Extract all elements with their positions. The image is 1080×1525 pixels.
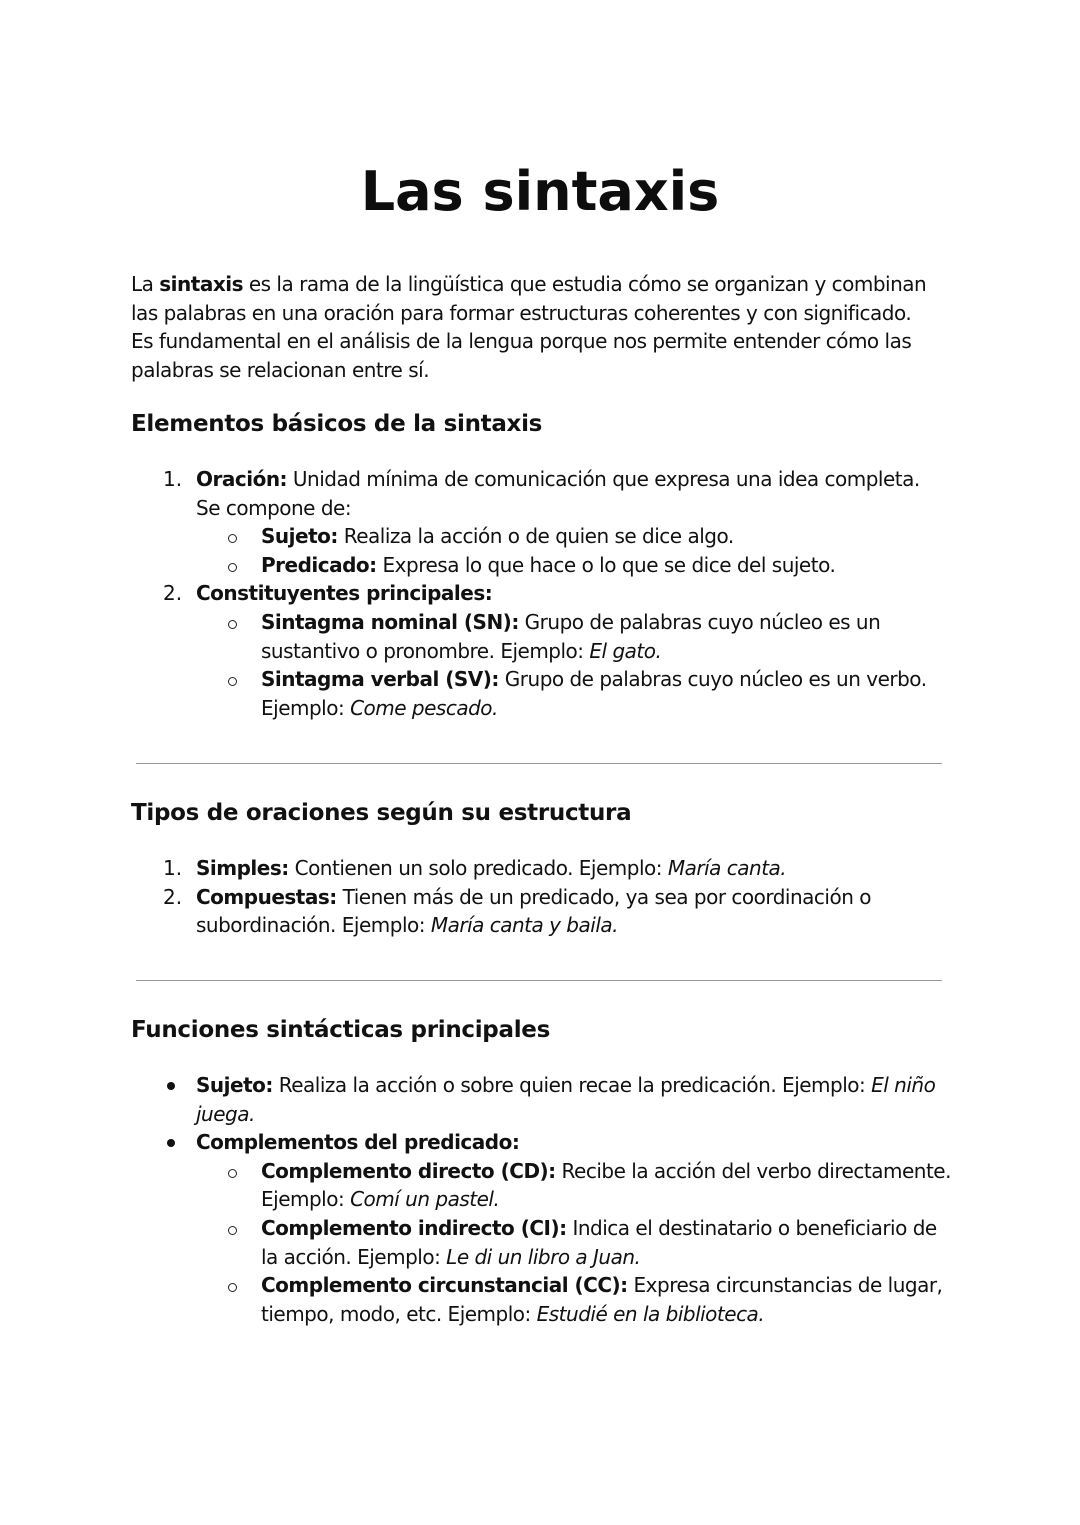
- circle-bullet-icon: [228, 1169, 237, 1178]
- term-label: Sujeto:: [196, 1073, 273, 1097]
- intro-lead: La: [131, 272, 160, 296]
- list-item-oracion: [196, 465, 920, 494]
- term-label: Complemento circunstancial (CC):: [261, 1273, 628, 1298]
- circle-bullet-icon: [228, 620, 237, 629]
- list-item-predicado: [261, 551, 835, 580]
- list-item-cd: [261, 1157, 951, 1186]
- term-text: Indica el destinatario o beneficiario de: [566, 1216, 937, 1240]
- term-text: Realiza la acción o de quien se dice algo.: [337, 524, 734, 549]
- example-text: El gato.: [589, 638, 662, 663]
- term-text: Grupo de palabras cuyo núcleo es un: [518, 610, 881, 634]
- term-label: Sintagma verbal (SV):: [261, 667, 499, 692]
- term-text: subordinación. Ejemplo:: [196, 913, 431, 938]
- list-item-cd-cont: [261, 1185, 499, 1214]
- term-text: Realiza la acción o sobre quien recae la predicación. Ejemplo:: [272, 1073, 872, 1097]
- term-text: la acción. Ejemplo:: [261, 1244, 447, 1269]
- intro-line-2: las palabras en una oración para formar estructuras coherentes y con significado.: [131, 300, 912, 325]
- list-item-cc-cont: [261, 1300, 764, 1329]
- term-label: Sujeto:: [261, 524, 338, 549]
- term-text: sustantivo o pronombre. Ejemplo:: [261, 638, 590, 663]
- circle-bullet-icon: [228, 534, 237, 543]
- intro-term: sintaxis: [159, 272, 243, 296]
- example-text: Estudié en la biblioteca.: [536, 1301, 765, 1326]
- list-item-oracion-cont: Se compone de:: [196, 495, 352, 520]
- example-text: juega.: [196, 1101, 255, 1126]
- term-label: Complementos del predicado:: [196, 1130, 520, 1155]
- example-text: Come pescado.: [350, 695, 498, 720]
- term-label: Compuestas:: [196, 884, 337, 909]
- list-item-complementos: [196, 1128, 519, 1157]
- term-label: Oración:: [196, 467, 288, 491]
- section-divider: [136, 763, 942, 764]
- list-number: 1.: [163, 467, 183, 491]
- section-divider: [136, 980, 942, 981]
- circle-bullet-icon: [228, 1226, 237, 1235]
- list-item-ci-cont: [261, 1243, 640, 1272]
- list-item-simples: [196, 854, 786, 883]
- example-text: El niño: [871, 1073, 936, 1097]
- list-item-compuestas-cont: [196, 911, 618, 940]
- intro-line-4: palabras se relacionan entre sí.: [131, 357, 430, 382]
- term-text: Ejemplo:: [261, 695, 351, 720]
- section-heading-funciones: Funciones sintácticas principales: [131, 1017, 550, 1043]
- term-text: Expresa lo que hace o lo que se dice del sujeto.: [376, 552, 836, 577]
- example-text: María canta y baila.: [430, 913, 618, 938]
- list-item-ci: [261, 1214, 937, 1243]
- circle-bullet-icon: [228, 1283, 237, 1292]
- section-heading-tipos: Tipos de oraciones según su estructura: [131, 800, 632, 826]
- example-text: Le di un libro a Juan.: [446, 1244, 641, 1269]
- example-text: María canta.: [667, 856, 787, 880]
- term-text: Tienen más de un predicado, ya sea por coordinación o: [336, 884, 871, 909]
- list-item-sn: [261, 608, 880, 637]
- intro-line1-rest: es la rama de la lingüística que estudia cómo se organizan y combinan: [242, 272, 927, 296]
- list-item-compuestas: [196, 883, 871, 912]
- term-text: Grupo de palabras cuyo núcleo es un verbo.: [498, 667, 927, 692]
- term-text: Recibe la acción del verbo directamente.: [555, 1158, 951, 1183]
- term-text: Expresa circunstancias de lugar,: [627, 1273, 943, 1298]
- list-item-sujeto-fn: [196, 1071, 935, 1100]
- intro-line-1: [131, 270, 926, 299]
- list-item-sn-cont: [261, 637, 661, 666]
- term-text: Contienen un solo predicado. Ejemplo:: [288, 856, 668, 880]
- bullet-dot-icon: [167, 1082, 175, 1090]
- term-label: Predicado:: [261, 552, 377, 577]
- term-label: Complemento directo (CD):: [261, 1158, 556, 1183]
- list-item-constituyentes: [196, 579, 492, 608]
- term-text: Ejemplo:: [261, 1187, 351, 1212]
- term-text: tiempo, modo, etc. Ejemplo:: [261, 1301, 537, 1326]
- section-heading-elementos: Elementos básicos de la sintaxis: [131, 411, 543, 437]
- term-text: Unidad mínima de comunicación que expresa una idea completa.: [287, 467, 920, 491]
- term-label: Simples:: [196, 856, 289, 880]
- page-title: Las sintaxis: [360, 160, 720, 223]
- list-number: 1.: [163, 856, 183, 880]
- list-number: 2.: [163, 581, 183, 606]
- list-item-cc: [261, 1271, 942, 1300]
- circle-bullet-icon: [228, 677, 237, 686]
- list-item-sv: [261, 665, 927, 694]
- term-label: Complemento indirecto (CI):: [261, 1216, 567, 1240]
- term-label: Constituyentes principales:: [196, 581, 493, 606]
- example-text: Comí un pastel.: [350, 1187, 500, 1212]
- bullet-dot-icon: [167, 1139, 175, 1147]
- list-item-sv-cont: [261, 694, 498, 723]
- intro-line-3: Es fundamental en el análisis de la lengua porque nos permite entender cómo las: [131, 329, 912, 354]
- list-item-sujeto: [261, 522, 734, 551]
- term-label: Sintagma nominal (SN):: [261, 610, 519, 634]
- circle-bullet-icon: [228, 563, 237, 572]
- list-number: 2.: [163, 884, 183, 909]
- list-item-sujeto-fn-cont: [196, 1100, 255, 1129]
